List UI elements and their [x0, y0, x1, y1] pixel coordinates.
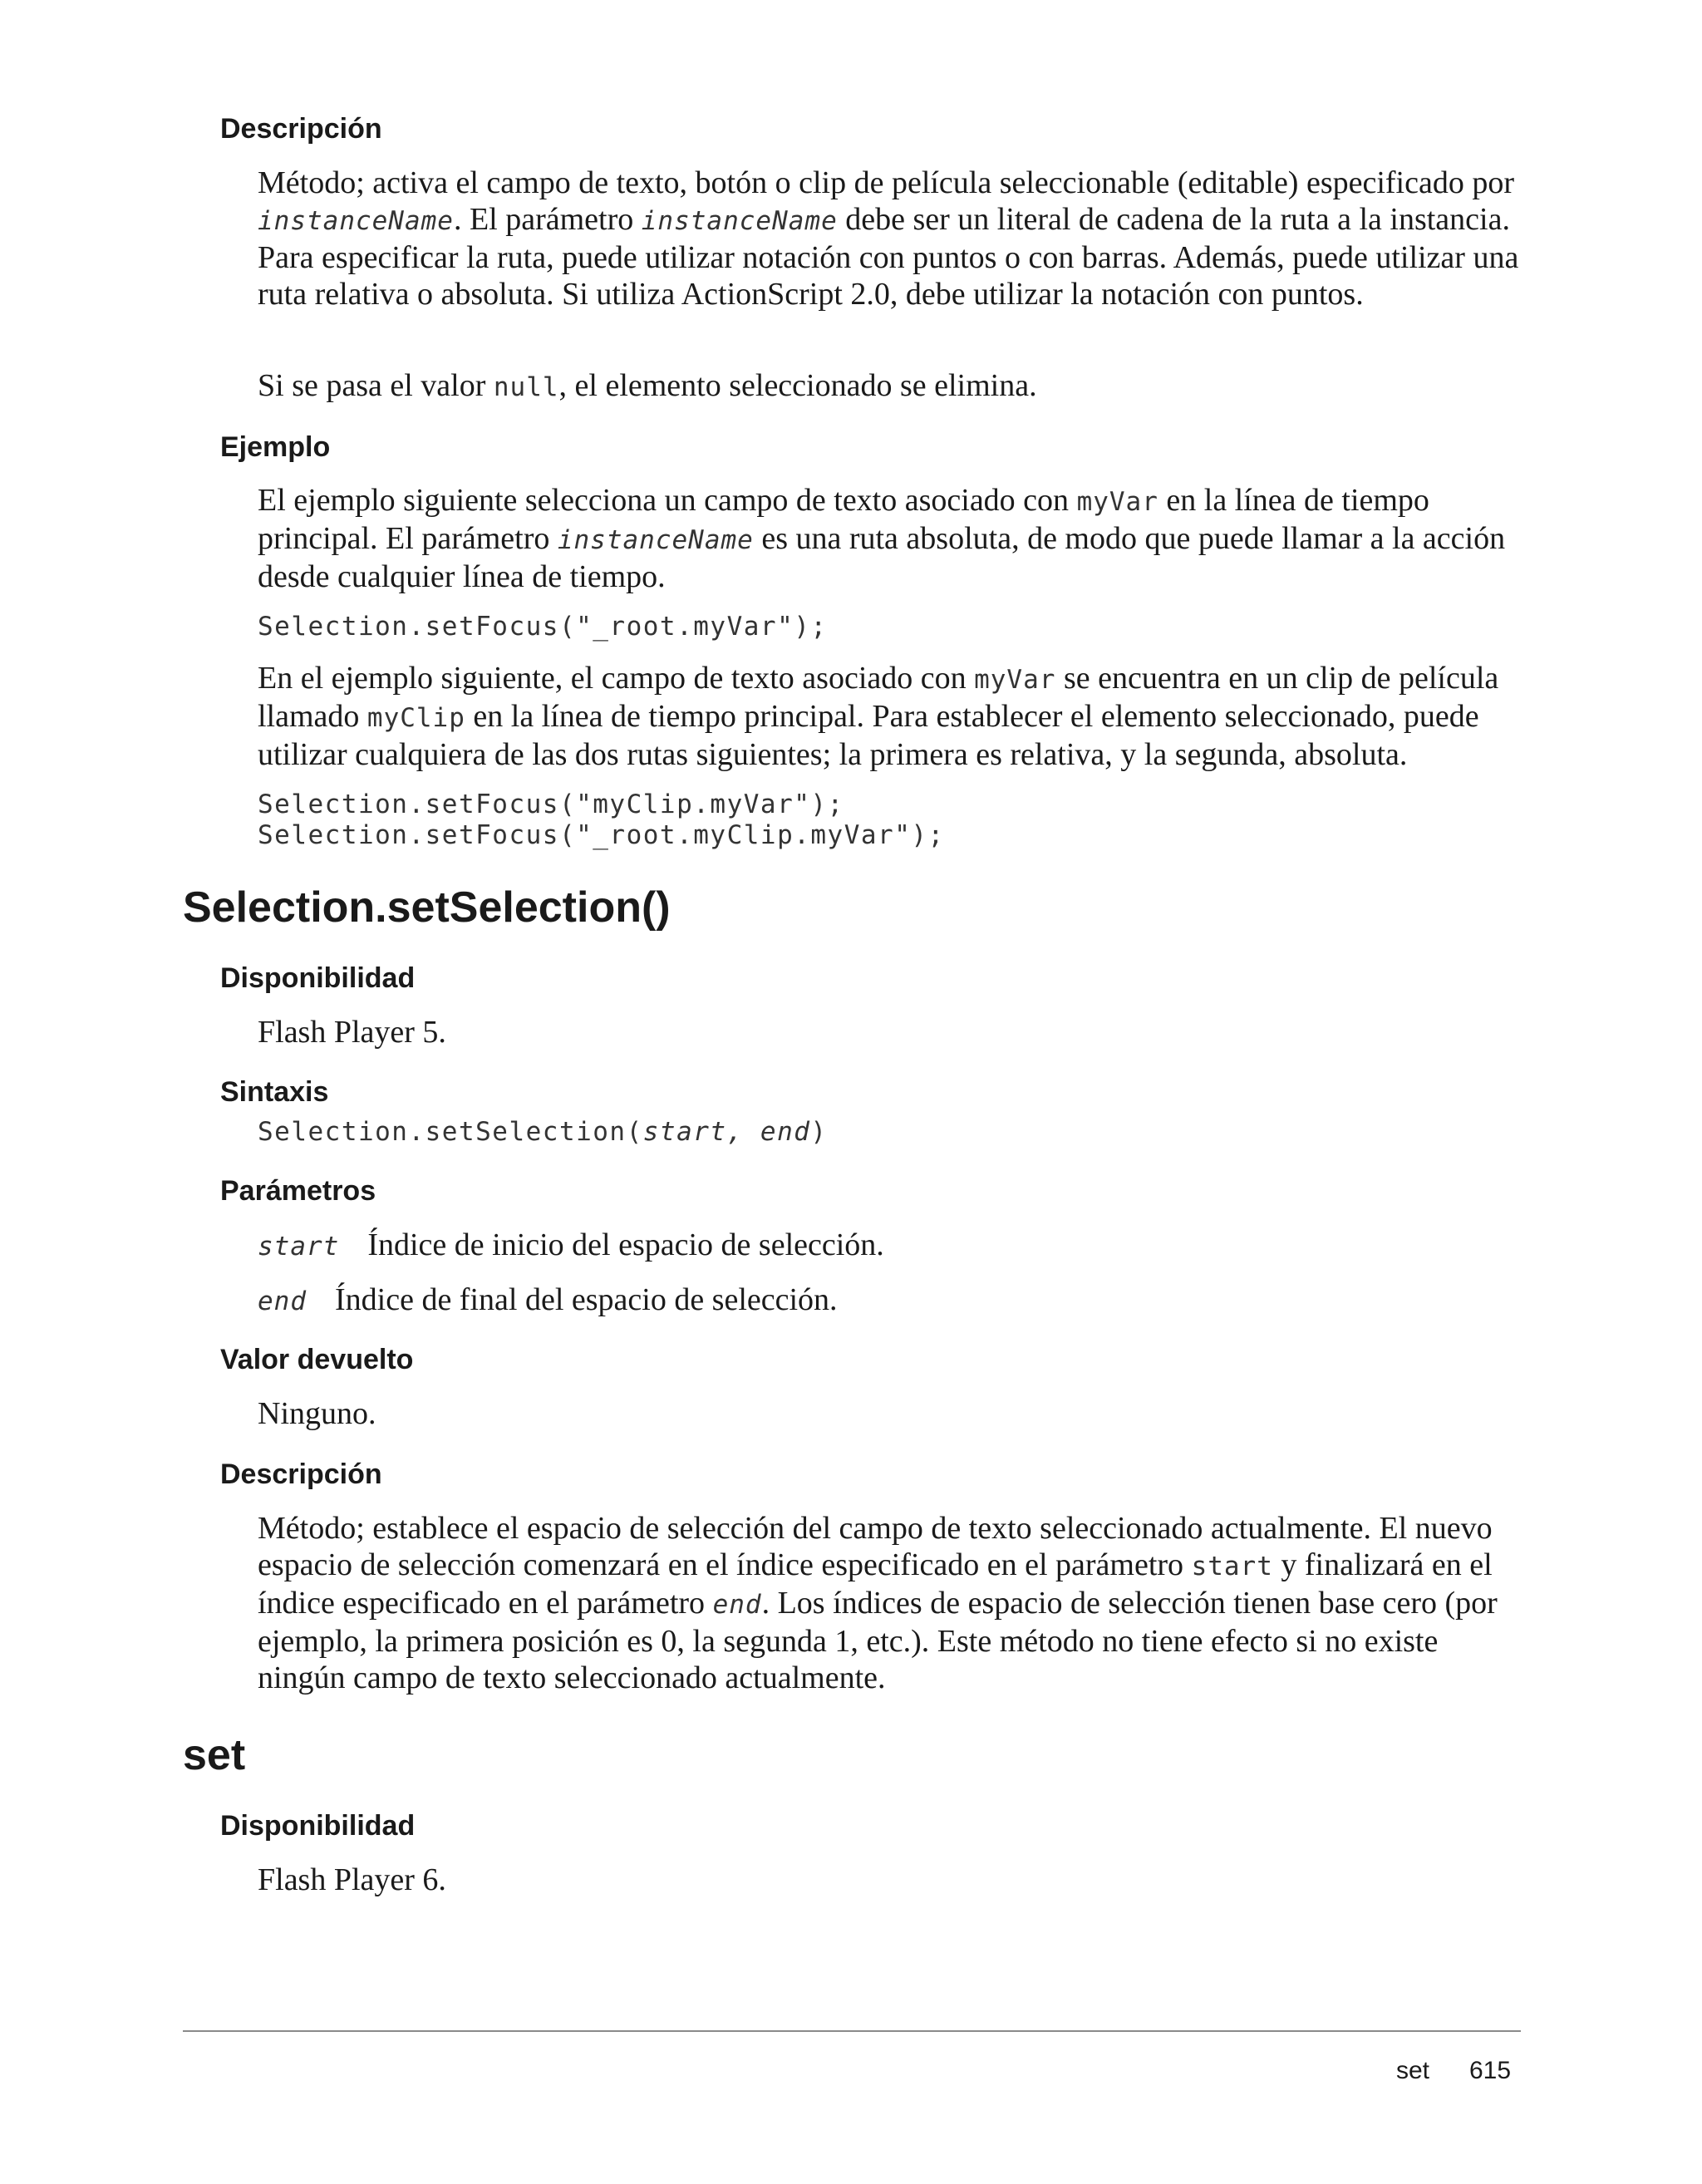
code-run: Selection.setSelection(: [258, 1117, 643, 1147]
availability-text: Flash Player 5.: [258, 1015, 446, 1050]
section-title-set: set: [183, 1731, 246, 1779]
footer-section-name: set: [1396, 2057, 1430, 2084]
code-inline: myVar: [1076, 487, 1158, 517]
code-params: start, end: [642, 1117, 811, 1147]
descripcion-heading: Descripción: [220, 1458, 382, 1490]
text-run: . Los índices de espacio de selección tienen base cero (por ejemplo, la primera posición es 0, la segunda 1, etc.). Este método no tiene efecto si no existe ningún campo de texto seleccionado actualmente.: [258, 1586, 1498, 1695]
text-run: El ejemplo siguiente selecciona un campo de texto asociado con: [258, 483, 1077, 518]
descripcion-heading: Descripción: [220, 113, 382, 145]
description-paragraph: [258, 1510, 1521, 1696]
code-example-2-line-1: Selection.setFocus("myClip.myVar");: [258, 789, 844, 819]
disponibilidad-heading: Disponibilidad: [220, 1810, 416, 1842]
text-run: En el ejemplo siguiente, el campo de texto asociado con: [258, 661, 975, 696]
text-run: en la línea de tiempo principal. El parámetro: [258, 483, 1429, 556]
disponibilidad-heading: Disponibilidad: [220, 962, 416, 994]
availability-text: Flash Player 6.: [258, 1862, 446, 1897]
text-run: , el elemento seleccionado se elimina.: [558, 368, 1037, 403]
section-title-setselection: Selection.setSelection(): [183, 883, 671, 932]
sintaxis-heading: Sintaxis: [220, 1076, 329, 1108]
description-null-paragraph: [258, 367, 1521, 406]
code-inline: instanceName: [641, 206, 838, 236]
footer-rule: [183, 2030, 1521, 2032]
code-example-2-line-2: Selection.setFocus("_root.myClip.myVar");: [258, 820, 945, 850]
code-inline: myClip: [366, 703, 465, 733]
param-description: Índice de final del espacio de selección.: [335, 1282, 838, 1317]
text-run: Método; establece el espacio de selección del campo de texto seleccionado actualmente. El nuevo espacio de selección comenzará en el índice especificado en el parámetro: [258, 1511, 1493, 1582]
code-inline: null: [493, 372, 559, 402]
text-run: debe ser un literal de cadena de la ruta a la instancia. Para especificar la ruta, puede utilizar notación con puntos o con barras. Además, puede utilizar una ruta relativa o absoluta. Si utiliza ActionScript 2.0, debe utilizar la notación con puntos.: [258, 202, 1519, 312]
param-name: end: [258, 1286, 307, 1316]
text-run: Si se pasa el valor: [258, 368, 494, 403]
text-run: es una ruta absoluta, de modo que puede llamar a la acción desde cualquier línea de tiempo.: [258, 521, 1506, 594]
code-inline: start: [1191, 1552, 1273, 1581]
parametros-heading: Parámetros: [220, 1175, 376, 1207]
text-run: Método; activa el campo de texto, botón o clip de película seleccionable (editable) especificado por: [258, 165, 1515, 200]
code-inline: end: [712, 1590, 762, 1620]
code-example-1: Selection.setFocus("_root.myVar");: [258, 612, 828, 642]
text-run: . El parámetro: [453, 202, 642, 237]
param-description: Índice de inicio del espacio de selección.: [367, 1227, 884, 1262]
page-number: 615: [1469, 2057, 1512, 2084]
code-inline: myVar: [974, 665, 1056, 695]
text-run: se encuentra en un clip de película llamado: [258, 661, 1499, 734]
example-paragraph-2: [258, 660, 1521, 773]
syntax-code: [258, 1117, 828, 1148]
code-inline: instanceName: [258, 206, 454, 236]
text-run: en la línea de tiempo principal. Para establecer el elemento seleccionado, puede utilizar cualquiera de las dos rutas siguientes; la primera es relativa, y la segunda, absoluta.: [258, 699, 1479, 772]
param-row-start: [258, 1227, 884, 1265]
text-run: y finalizará en el índice especificado en el parámetro: [258, 1547, 1493, 1621]
example-paragraph-1: [258, 482, 1521, 595]
code-inline: instanceName: [557, 525, 754, 555]
return-value-text: Ninguno.: [258, 1396, 376, 1431]
description-paragraph: [258, 165, 1521, 312]
param-name: start: [258, 1232, 340, 1262]
valor-devuelto-heading: Valor devuelto: [220, 1344, 414, 1375]
param-row-end: [258, 1281, 838, 1320]
code-run: ): [810, 1117, 828, 1147]
ejemplo-heading: Ejemplo: [220, 431, 331, 463]
